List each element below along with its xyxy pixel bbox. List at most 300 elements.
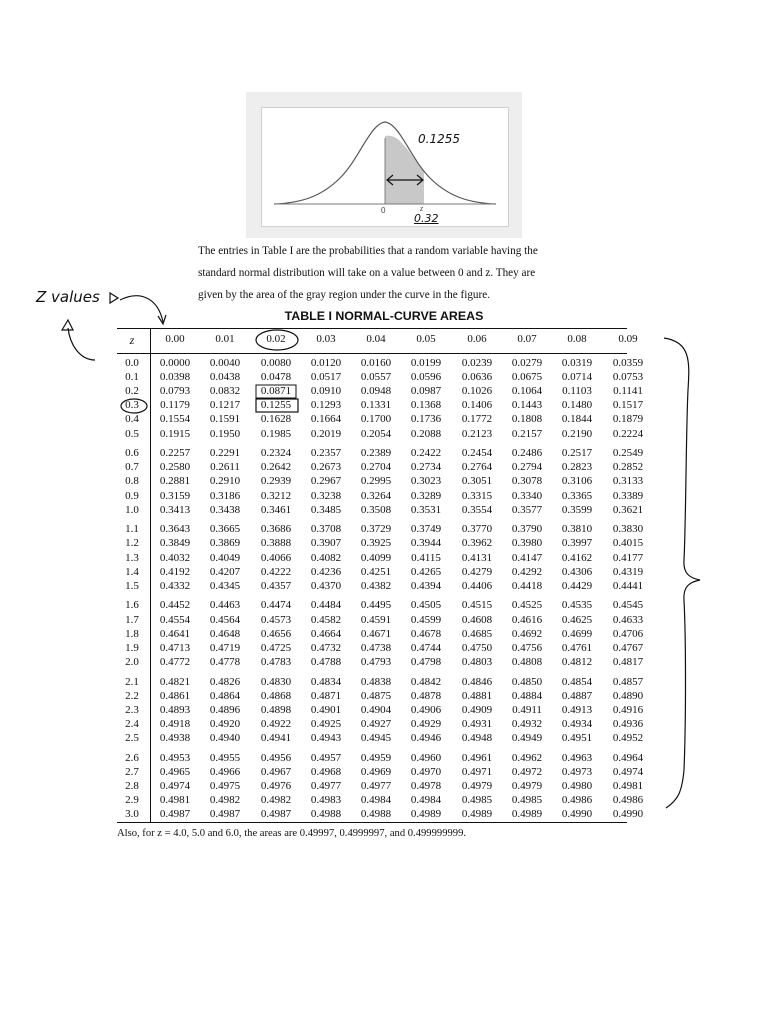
table-cell: 0.4599	[410, 613, 442, 626]
table-cell: 0.1628	[260, 413, 292, 426]
z-row-label: 3.0	[125, 808, 139, 820]
table-cell: 0.4941	[260, 731, 292, 744]
table-cell: 0.4484	[310, 599, 342, 612]
table-cell: 0.0948	[360, 385, 392, 398]
table-cell: 0.4927	[360, 717, 392, 730]
column-header: 0.05	[416, 333, 436, 345]
table-cell: 0.2422	[410, 447, 442, 460]
table-cell: 0.4251	[360, 565, 392, 578]
table-cell: 0.0120	[310, 357, 342, 369]
table-cell: 0.4990	[612, 808, 644, 820]
table-cell: 0.1517	[612, 399, 644, 412]
table-cell: 0.4817	[612, 655, 644, 668]
table-cell: 0.3810	[561, 523, 593, 536]
table-cell: 0.4986	[561, 793, 593, 806]
table-cell: 0.4830	[260, 675, 292, 688]
table-cell: 0.4979	[461, 779, 493, 792]
table-cell: 0.4671	[360, 627, 392, 640]
table-cell: 0.3599	[561, 503, 593, 516]
table-cell: 0.4901	[310, 703, 342, 716]
table-cell: 0.2157	[511, 427, 543, 440]
table-cell: 0.4982	[209, 793, 241, 806]
table-cell: 0.3997	[561, 537, 593, 550]
table-cell: 0.3830	[612, 523, 644, 536]
table-cell: 0.3686	[260, 523, 292, 536]
table-cell: 0.4292	[511, 565, 543, 578]
table-cell: 0.0910	[310, 385, 342, 398]
table-cell: 0.2389	[360, 447, 392, 460]
table-cell: 0.0675	[511, 371, 543, 384]
table-cell: 0.2734	[410, 461, 442, 474]
table-cell: 0.4898	[260, 703, 292, 716]
table-cell: 0.1443	[511, 399, 543, 412]
z-row-label: 0.3	[125, 399, 139, 412]
z-row-label: 2.0	[125, 655, 139, 668]
table-cell: 0.3962	[461, 537, 493, 550]
table-cell: 0.4968	[310, 765, 342, 778]
table-cell: 0.4015	[612, 537, 644, 550]
table-cell: 0.4953	[159, 751, 191, 764]
z-row-label: 2.7	[125, 765, 139, 778]
table-cell: 0.4959	[360, 751, 392, 764]
caption-line-2: standard normal distribution will take on a value between 0 and z. They are	[198, 267, 536, 279]
table-cell: 0.3051	[461, 475, 493, 488]
table-cell: 0.3944	[410, 537, 442, 550]
table-cell: 0.1664	[310, 413, 342, 426]
table-cell: 0.4131	[461, 551, 493, 564]
table-cell: 0.4207	[209, 565, 241, 578]
table-cell: 0.4821	[159, 675, 191, 688]
table-cell: 0.4842	[410, 675, 442, 688]
table-cell: 0.3212	[260, 489, 292, 502]
table-cell: 0.3869	[209, 537, 241, 550]
table-cell: 0.1026	[461, 385, 493, 398]
table-cell: 0.4985	[511, 793, 543, 806]
table-cell: 0.4750	[461, 641, 493, 654]
z-row-label: 1.8	[125, 627, 139, 640]
table-cell: 0.1808	[511, 413, 543, 426]
table-cell: 0.4925	[310, 717, 342, 730]
handwritten-z-value: 0.32	[414, 212, 439, 225]
table-cell: 0.4911	[512, 703, 542, 716]
table-cell: 0.4875	[360, 689, 392, 702]
table-title: TABLE I NORMAL-CURVE AREAS	[284, 309, 484, 323]
table-cell: 0.4881	[461, 689, 493, 702]
table-cell: 0.0517	[310, 371, 342, 384]
table-cell: 0.0080	[260, 357, 292, 369]
table-cell: 0.0987	[410, 385, 442, 398]
table-cell: 0.3729	[360, 523, 392, 536]
table-cell: 0.1368	[410, 399, 442, 412]
table-cell: 0.3159	[159, 489, 191, 502]
table-cell: 0.3389	[612, 489, 644, 502]
table-cell: 0.4964	[612, 751, 644, 764]
table-cell: 0.4948	[461, 731, 493, 744]
table-cell: 0.4975	[209, 779, 241, 792]
table-cell: 0.4648	[209, 627, 241, 640]
table-cell: 0.1554	[159, 413, 191, 426]
figure-panel	[261, 107, 509, 227]
table-cell: 0.1293	[310, 399, 342, 412]
table-cell: 0.1700	[360, 413, 392, 426]
table-cell: 0.0596	[410, 371, 442, 384]
table-cell: 0.3907	[310, 537, 342, 550]
table-cell: 0.4973	[561, 765, 593, 778]
table-cell: 0.4429	[561, 579, 593, 592]
z-row-label: 0.5	[125, 427, 139, 440]
table-cell: 0.4115	[411, 551, 441, 564]
table-cell: 0.2454	[461, 447, 493, 460]
table-cell: 0.4744	[410, 641, 442, 654]
table-cell: 0.4955	[209, 751, 241, 764]
table-cell: 0.4564	[209, 613, 241, 626]
table-cell: 0.3554	[461, 503, 493, 516]
table-cell: 0.4988	[310, 808, 342, 820]
table-cell: 0.1772	[461, 413, 493, 426]
table-cell: 0.2881	[159, 475, 191, 488]
table-cell: 0.3106	[561, 475, 593, 488]
caption-line-3: given by the area of the gray region under the curve in the figure.	[198, 289, 491, 301]
table-cell: 0.4738	[360, 641, 392, 654]
table-cell: 0.0557	[360, 371, 392, 384]
table-cell: 0.4418	[511, 579, 543, 592]
table-cell: 0.4772	[159, 655, 191, 668]
table-footnote: Also, for z = 4.0, 5.0 and 6.0, the areas are 0.49997, 0.4999997, and 0.499999999.	[117, 828, 467, 839]
table-cell: 0.4871	[310, 689, 342, 702]
table-cell: 0.0000	[159, 357, 191, 369]
table-cell: 0.3925	[360, 537, 392, 550]
z-row-label: 1.9	[125, 641, 139, 654]
table-cell: 0.4965	[159, 765, 191, 778]
table-cell: 0.4861	[159, 689, 191, 702]
table-cell: 0.2123	[461, 427, 493, 440]
z-row-label: 0.2	[125, 385, 139, 398]
table-cell: 0.4319	[612, 565, 644, 578]
table-cell: 0.2324	[260, 447, 292, 460]
table-cell: 0.1591	[209, 413, 241, 426]
table-cell: 0.4616	[511, 613, 543, 626]
z-row-label: 2.6	[125, 751, 139, 764]
table-cell: 0.2517	[561, 447, 593, 460]
table-cell: 0.3665	[209, 523, 241, 536]
z-row-label: 1.5	[125, 579, 139, 592]
table-cell: 0.4495	[360, 599, 392, 612]
z-row-label: 1.2	[125, 537, 139, 550]
table-cell: 0.4990	[561, 808, 593, 820]
table-cell: 0.4761	[561, 641, 593, 654]
z-row-label: 1.4	[125, 565, 139, 578]
table-cell: 0.3849	[159, 537, 191, 550]
table-cell: 0.4982	[260, 793, 292, 806]
table-cell: 0.4976	[260, 779, 292, 792]
table-cell: 0.3643	[159, 523, 191, 536]
table-cell: 0.4834	[310, 675, 342, 688]
z-row-label: 2.8	[125, 779, 139, 792]
table-cell: 0.3264	[360, 489, 392, 502]
table-cell: 0.1255	[260, 399, 292, 412]
column-header: 0.08	[567, 333, 587, 345]
table-cell: 0.2549	[612, 447, 644, 460]
table-cell: 0.4066	[260, 551, 292, 564]
z-values-note: Z values	[36, 288, 100, 306]
table-cell: 0.4962	[511, 751, 543, 764]
table-cell: 0.3238	[310, 489, 342, 502]
z-row-label: 2.1	[125, 675, 139, 688]
column-header: 0.00	[165, 333, 185, 345]
table-cell: 0.4983	[310, 793, 342, 806]
table-cell: 0.4162	[561, 551, 593, 564]
table-cell: 0.4972	[511, 765, 543, 778]
z-row-label: 1.7	[125, 613, 139, 626]
table-cell: 0.4370	[310, 579, 342, 592]
table-cell: 0.4985	[461, 793, 493, 806]
column-header: 0.09	[618, 333, 638, 345]
table-cell: 0.4936	[612, 717, 644, 730]
z-row-label: 2.3	[125, 703, 139, 716]
table-cell: 0.2939	[260, 475, 292, 488]
table-cell: 0.2794	[511, 461, 543, 474]
table-cell: 0.4591	[360, 613, 392, 626]
table-cell: 0.0239	[461, 357, 493, 369]
table-cell: 0.4988	[360, 808, 392, 820]
curly-brace-right	[664, 338, 700, 808]
z-row-label: 0.0	[125, 357, 139, 369]
table-cell: 0.4625	[561, 613, 593, 626]
table-cell: 0.2054	[360, 427, 392, 440]
table-cell: 0.4989	[461, 808, 493, 820]
table-cell: 0.3413	[159, 503, 191, 516]
table-cell: 0.4685	[461, 627, 493, 640]
table-cell: 0.4913	[561, 703, 593, 716]
table-cell: 0.3315	[461, 489, 493, 502]
table-cell: 0.0714	[561, 371, 593, 384]
table-cell: 0.2580	[159, 461, 191, 474]
table-cell: 0.4920	[209, 717, 241, 730]
table-cell: 0.0636	[461, 371, 493, 384]
z-row-label: 1.6	[125, 599, 139, 612]
table-cell: 0.3790	[511, 523, 543, 536]
z-row-label: 2.2	[125, 689, 139, 702]
table-cell: 0.2088	[410, 427, 442, 440]
table-cell: 0.4332	[159, 579, 191, 592]
table-cell: 0.0438	[209, 371, 241, 384]
table-cell: 0.1736	[410, 413, 442, 426]
table-cell: 0.0040	[209, 357, 241, 369]
table-cell: 0.0319	[561, 357, 593, 369]
table-cell: 0.3770	[461, 523, 493, 536]
table-cell: 0.0398	[159, 371, 191, 384]
table-cell: 0.3133	[612, 475, 644, 488]
table-cell: 0.4980	[561, 779, 593, 792]
table-cell: 0.4463	[209, 599, 241, 612]
table-cell: 0.4505	[410, 599, 442, 612]
table-cell: 0.4692	[511, 627, 543, 640]
table-cell: 0.4986	[612, 793, 644, 806]
table-cell: 0.4699	[561, 627, 593, 640]
table-cell: 0.3078	[511, 475, 543, 488]
table-cell: 0.4979	[511, 779, 543, 792]
table-cell: 0.4719	[209, 641, 241, 654]
table-cell: 0.1985	[260, 427, 292, 440]
z-row-label: 0.6	[125, 447, 139, 460]
table-cell: 0.4406	[461, 579, 493, 592]
table-cell: 0.4893	[159, 703, 191, 716]
table-cell: 0.4857	[612, 675, 644, 688]
column-header: 0.02	[266, 333, 286, 345]
table-cell: 0.4279	[461, 565, 493, 578]
caption-line-1: The entries in Table I are the probabilities that a random variable having the	[198, 245, 538, 257]
curve-label-zero: 0	[381, 206, 386, 215]
table-cell: 0.1879	[612, 413, 644, 426]
table-cell: 0.2823	[561, 461, 593, 474]
table-cell: 0.1950	[209, 427, 241, 440]
table-cell: 0.3461	[260, 503, 292, 516]
table-cell: 0.4032	[159, 551, 191, 564]
table-cell: 0.4608	[461, 613, 493, 626]
z-row-label: 2.5	[125, 731, 139, 744]
z-row-label: 2.9	[125, 793, 139, 806]
table-cell: 0.4929	[410, 717, 442, 730]
table-cell: 0.4265	[410, 565, 442, 578]
table-cell: 0.1480	[561, 399, 593, 412]
table-cell: 0.2995	[360, 475, 392, 488]
table-cell: 0.4573	[260, 613, 292, 626]
table-cell: 0.4981	[159, 793, 191, 806]
table-cell: 0.4868	[260, 689, 292, 702]
table-cell: 0.4940	[209, 731, 241, 744]
table-cell: 0.4878	[410, 689, 442, 702]
table-cell: 0.2852	[612, 461, 644, 474]
z-row-label: 0.7	[125, 461, 139, 474]
table-cell: 0.3365	[561, 489, 593, 502]
table-cell: 0.4904	[360, 703, 392, 716]
table-cell: 0.0753	[612, 371, 644, 384]
table-cell: 0.0478	[260, 371, 292, 384]
table-cell: 0.4977	[360, 779, 392, 792]
table-cell: 0.4987	[159, 808, 191, 820]
table-cell: 0.4808	[511, 655, 543, 668]
table-cell: 0.4306	[561, 565, 593, 578]
table-cell: 0.2967	[310, 475, 342, 488]
table-cell: 0.3438	[209, 503, 241, 516]
table-cell: 0.4987	[260, 808, 292, 820]
table-cell: 0.4838	[360, 675, 392, 688]
table-cell: 0.4931	[461, 717, 493, 730]
table-cell: 0.3023	[410, 475, 442, 488]
table-cell: 0.1141	[613, 385, 643, 398]
table-cell: 0.4656	[260, 627, 292, 640]
table-cell: 0.4345	[209, 579, 241, 592]
table-cell: 0.4987	[209, 808, 241, 820]
table-cell: 0.4922	[260, 717, 292, 730]
table-cell: 0.4978	[410, 779, 442, 792]
table-cell: 0.4963	[561, 751, 593, 764]
table-cell: 0.0871	[260, 385, 292, 398]
z-row-label: 1.1	[125, 523, 139, 536]
table-cell: 0.4664	[310, 627, 342, 640]
table-cell: 0.2357	[310, 447, 342, 460]
table-cell: 0.3749	[410, 523, 442, 536]
table-cell: 0.2019	[310, 427, 342, 440]
table-cell: 0.2224	[612, 427, 644, 440]
table-cell: 0.2910	[209, 475, 241, 488]
table-cell: 0.4049	[209, 551, 241, 564]
table-cell: 0.4906	[410, 703, 442, 716]
table-cell: 0.1103	[562, 385, 592, 398]
table-cell: 0.1406	[461, 399, 493, 412]
table-cell: 0.1217	[209, 399, 241, 412]
table-cell: 0.4896	[209, 703, 241, 716]
table-cell: 0.4969	[360, 765, 392, 778]
table-cell: 0.0359	[612, 357, 644, 369]
table-cell: 0.2291	[209, 447, 241, 460]
table-cell: 0.4946	[410, 731, 442, 744]
handwritten-area-value: 0.1255	[418, 132, 460, 146]
table-cell: 0.4452	[159, 599, 191, 612]
table-cell: 0.4582	[310, 613, 342, 626]
table-cell: 0.4535	[561, 599, 593, 612]
table-cell: 0.4966	[209, 765, 241, 778]
table-cell: 0.4957	[310, 751, 342, 764]
arrow-head-note	[110, 293, 118, 303]
table-cell: 0.4971	[461, 765, 493, 778]
table-cell: 0.4854	[561, 675, 593, 688]
table-cell: 0.4357	[260, 579, 292, 592]
z-row-label: 2.4	[125, 717, 139, 730]
table-cell: 0.1179	[160, 399, 190, 412]
table-cell: 0.2611	[210, 461, 240, 474]
z-row-label: 0.1	[125, 371, 139, 384]
table-cell: 0.4812	[561, 655, 593, 668]
table-cell: 0.4725	[260, 641, 292, 654]
table-cell: 0.2642	[260, 461, 292, 474]
table-cell: 0.0832	[209, 385, 241, 398]
table-cell: 0.4974	[159, 779, 191, 792]
table-cell: 0.4989	[511, 808, 543, 820]
table-cell: 0.4967	[260, 765, 292, 778]
table-cell: 0.4909	[461, 703, 493, 716]
z-row-label: 1.3	[125, 551, 139, 564]
table-cell: 0.4916	[612, 703, 644, 716]
table-cell: 0.4788	[310, 655, 342, 668]
table-cell: 0.0160	[360, 357, 392, 369]
table-cell: 0.4956	[260, 751, 292, 764]
column-header: 0.06	[467, 333, 487, 345]
table-cell: 0.4943	[310, 731, 342, 744]
table-cell: 0.4633	[612, 613, 644, 626]
table-cell: 0.2764	[461, 461, 493, 474]
column-header: 0.04	[366, 333, 386, 345]
table-cell: 0.4525	[511, 599, 543, 612]
table-cell: 0.4826	[209, 675, 241, 688]
table-cell: 0.4981	[612, 779, 644, 792]
table-cell: 0.4545	[612, 599, 644, 612]
table-cell: 0.0793	[159, 385, 191, 398]
table-cell: 0.4951	[561, 731, 593, 744]
table-cell: 0.1331	[360, 399, 392, 412]
table-cell: 0.4554	[159, 613, 191, 626]
table-cell: 0.4192	[159, 565, 191, 578]
table-cell: 0.4793	[360, 655, 392, 668]
table-cell: 0.4706	[612, 627, 644, 640]
table-cell: 0.4949	[511, 731, 543, 744]
table-cell: 0.0279	[511, 357, 543, 369]
table-cell: 0.3508	[360, 503, 392, 516]
z-column-header: z	[129, 333, 135, 347]
table-cell: 0.4918	[159, 717, 191, 730]
column-header: 0.01	[215, 333, 235, 345]
table-cell: 0.4803	[461, 655, 493, 668]
